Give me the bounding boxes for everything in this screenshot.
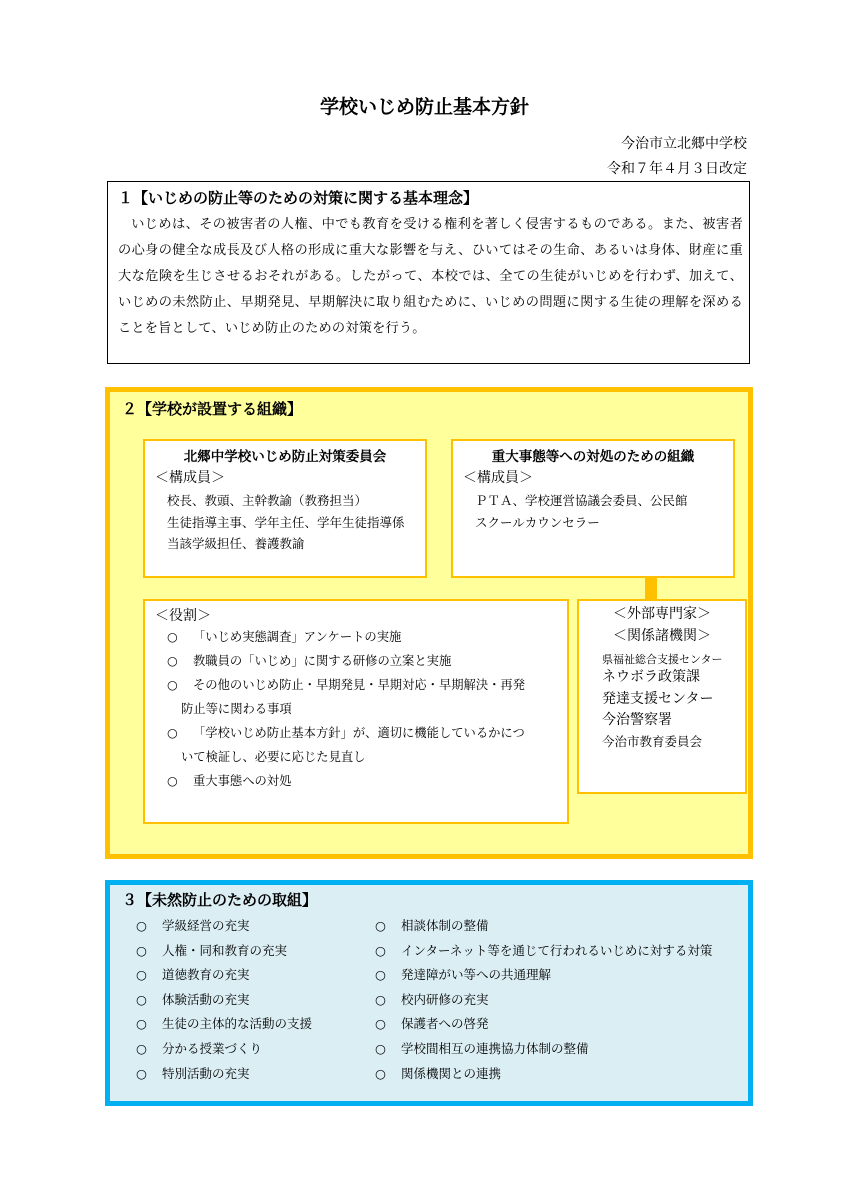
school-name: 今治市立北郷中学校 [621,136,747,152]
list-item: ○ 相談体制の整備 [375,918,489,933]
list-item: ○ 発達障がい等への共通理解 [375,967,552,983]
list-item: ○ 学校間相互の連携協力体制の整備 [375,1040,589,1056]
list-item: ○ 関係機関との連携 [375,1065,502,1081]
committee-member-line: 当該学級担任、養護教諭 [167,536,305,551]
prevention-list-left [136,914,312,1086]
section-prevention [105,880,753,1106]
page-title: 学校いじめ防止基本方針 [319,96,529,118]
section-organization [105,387,753,859]
agency-item: 今治市教育委員会 [602,733,703,749]
role-item: ○ 「学校いじめ防止基本方針」が、適切に機能しているかにつ いて検証し、必要に応じた見直し [167,726,525,764]
committee-members-label: ＜構成員＞ [155,470,225,486]
committee-member-line: 校長、教頭、主幹教諭（教務担当） [167,493,368,508]
agency-item: 県福祉総合支援センター [602,653,723,666]
list-item: ○ 学級経営の充実 [136,918,250,933]
role-item: ○ 「いじめ実態調査」アンケートの実施 [167,630,402,644]
list-item: ○ インターネット等を通じて行われるいじめに対する対策 [375,942,713,958]
list-item: ○ 分かる授業づくり [136,1040,263,1056]
committee-title: 北郷中学校いじめ防止対策委員会 [183,449,387,465]
role-item: ○ その他のいじめ防止・早期発見・早期対応・早期解決・再発 防止等に関わる事項 [167,678,526,716]
role-item: ○ 教職員の「いじめ」に関する研修の立案と実施 [167,654,452,668]
agency-item: 今治警察署 [602,712,672,728]
list-item: ○ 体験活動の充実 [136,991,250,1007]
section3-heading: ３【未然防止のための取組】 [122,891,318,909]
external-label: ＜外部専門家＞ [613,606,711,622]
external-experts-box [577,599,747,794]
roles-box [143,599,569,824]
list-item: ○ 生徒の主体的な活動の支援 [136,1016,313,1032]
committee-member-line: 生徒指導主事、学年主任、学年生徒指導係 [167,514,405,530]
list-item: ○ 道徳教育の充実 [136,967,250,983]
list-item: ○ 人権・同和教育の充実 [136,942,288,958]
list-item: ○ 保護者への啓発 [375,1016,489,1032]
serious-member-line: スクールカウンセラー [475,514,600,530]
serious-title: 重大事態等への対処のための組織 [491,449,695,465]
serious-incident-box [451,439,735,578]
committee-box [143,439,427,578]
agency-item: ネウボラ政策課 [602,669,700,685]
list-item: ○ 校内研修の充実 [375,991,489,1007]
serious-member-line: ＰＴＡ、学校運営協議会委員、公民館 [475,493,688,508]
agency-item: 発達支援センター [602,690,714,707]
section-basic-philosophy [107,181,750,364]
section2-heading: ２【学校が設置する組織】 [122,400,303,418]
role-item: ○ 重大事態への対処 [167,774,292,788]
revision-date: 令和７年４月３日改定 [607,161,747,177]
roles-label: ＜役割＞ [155,608,211,624]
section1-text: いじめは、その被害者の人権、中でも教育を受ける権利を著しく侵害するものである。また、被害者の心身の健全な成長及び人格の形成に重大な影響を与え、ひいてはその生命、あるいは身体、財産に重大な危険を生じさせるおそれがある。したがって、本校では、全ての生徒がいじめを行わず、加えて、いじめの未然防止、早期発見、早期解決に取り組むために、いじめの問題に関する生徒の理解を深めることを旨として、いじめ防止のための対策を行う。 [118,217,743,336]
section1-heading: １【いじめの防止等のための対策に関する基本理念】 [118,189,479,207]
list-item: ○ 特別活動の充実 [136,1065,250,1081]
serious-members-label: ＜構成員＞ [463,470,533,486]
prevention-list-right [375,914,712,1086]
agencies-label: ＜関係諸機関＞ [613,628,711,644]
